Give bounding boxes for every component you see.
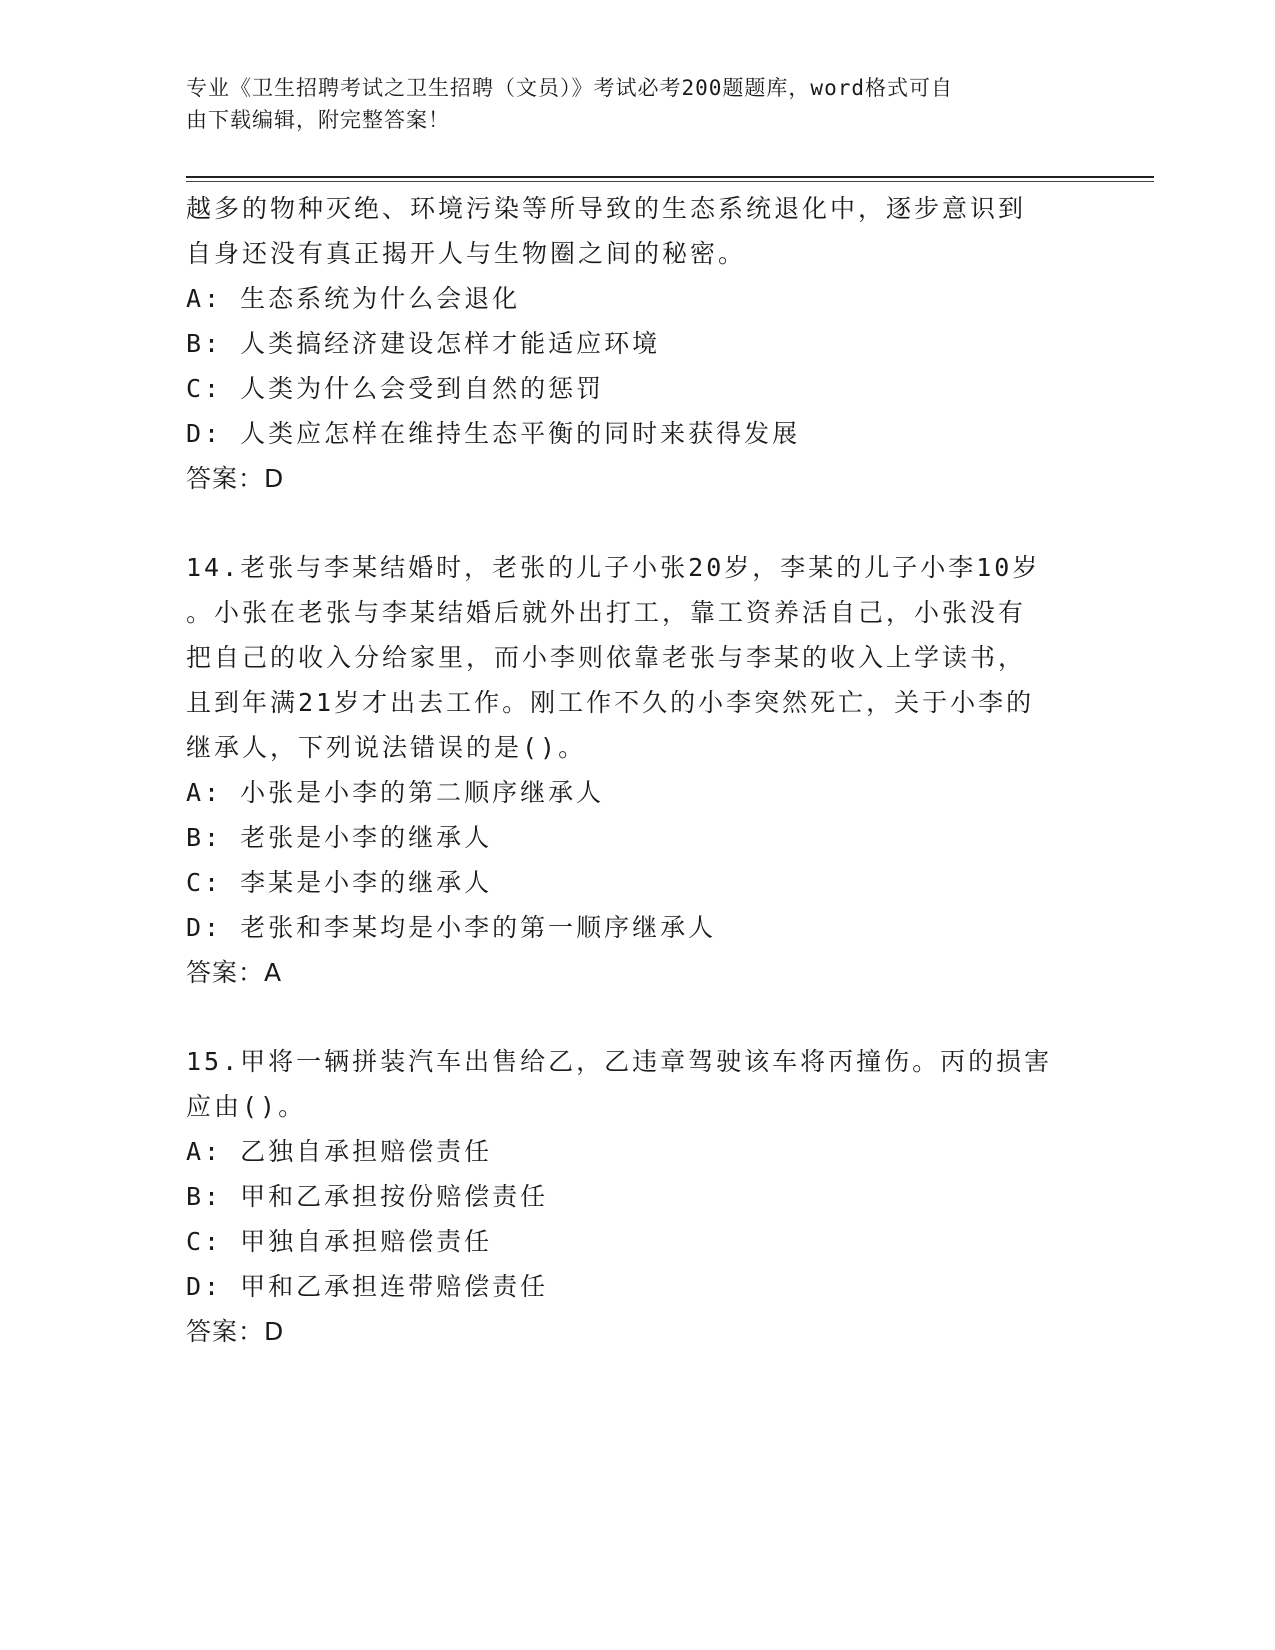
header-line-2: 由下载编辑，附完整答案！ (186, 108, 450, 132)
option-d: D: 甲和乙承担连带赔偿责任 (186, 1272, 549, 1301)
document-header (186, 72, 1066, 136)
question-14 (186, 545, 1086, 995)
question-13 (186, 186, 1086, 501)
header-divider-thick (186, 176, 1154, 178)
header-divider-thin (186, 181, 1154, 182)
answer-label: 答案：A (186, 958, 283, 987)
question-stem-line: 把自己的收入分给家里，而小李则依靠老张与李某的收入上学读书， (186, 643, 1027, 672)
question-spacer (186, 995, 1086, 1039)
question-stem-line: 自身还没有真正揭开人与生物圈之间的秘密。 (186, 239, 747, 268)
question-stem-line: 。小张在老张与李某结婚后就外出打工，靠工资养活自己，小张没有 (186, 598, 1027, 627)
option-d: D: 老张和李某均是小李的第一顺序继承人 (186, 913, 717, 942)
question-stem-line: 14.老张与李某结婚时，老张的儿子小张20岁，李某的儿子小李10岁 (186, 553, 1041, 582)
question-content (186, 186, 1086, 1354)
option-a: A: 生态系统为什么会退化 (186, 284, 521, 313)
option-a: A: 乙独自承担赔偿责任 (186, 1137, 493, 1166)
option-d: D: 人类应怎样在维持生态平衡的同时来获得发展 (186, 419, 801, 448)
question-stem-line: 且到年满21岁才出去工作。刚工作不久的小李突然死亡，关于小李的 (186, 688, 1035, 717)
option-b: B: 甲和乙承担按份赔偿责任 (186, 1182, 549, 1211)
question-stem-line: 15.甲将一辆拼装汽车出售给乙，乙违章驾驶该车将丙撞伤。丙的损害 (186, 1047, 1053, 1076)
answer-label: 答案：D (186, 1317, 285, 1346)
option-b: B: 老张是小李的继承人 (186, 823, 493, 852)
answer-label: 答案：D (186, 464, 285, 493)
option-a: A: 小张是小李的第二顺序继承人 (186, 778, 605, 807)
option-c: C: 人类为什么会受到自然的惩罚 (186, 374, 605, 403)
question-spacer (186, 501, 1086, 545)
question-stem-line: 继承人，下列说法错误的是()。 (186, 733, 587, 762)
question-stem-line: 应由()。 (186, 1092, 307, 1121)
header-line-1: 专业《卫生招聘考试之卫生招聘（文员）》考试必考200题题库，word格式可自 (186, 76, 953, 100)
option-c: C: 甲独自承担赔偿责任 (186, 1227, 493, 1256)
option-b: B: 人类搞经济建设怎样才能适应环境 (186, 329, 661, 358)
question-15 (186, 1039, 1086, 1354)
option-c: C: 李某是小李的继承人 (186, 868, 493, 897)
question-stem-line: 越多的物种灭绝、环境污染等所导致的生态系统退化中，逐步意识到 (186, 194, 1027, 223)
